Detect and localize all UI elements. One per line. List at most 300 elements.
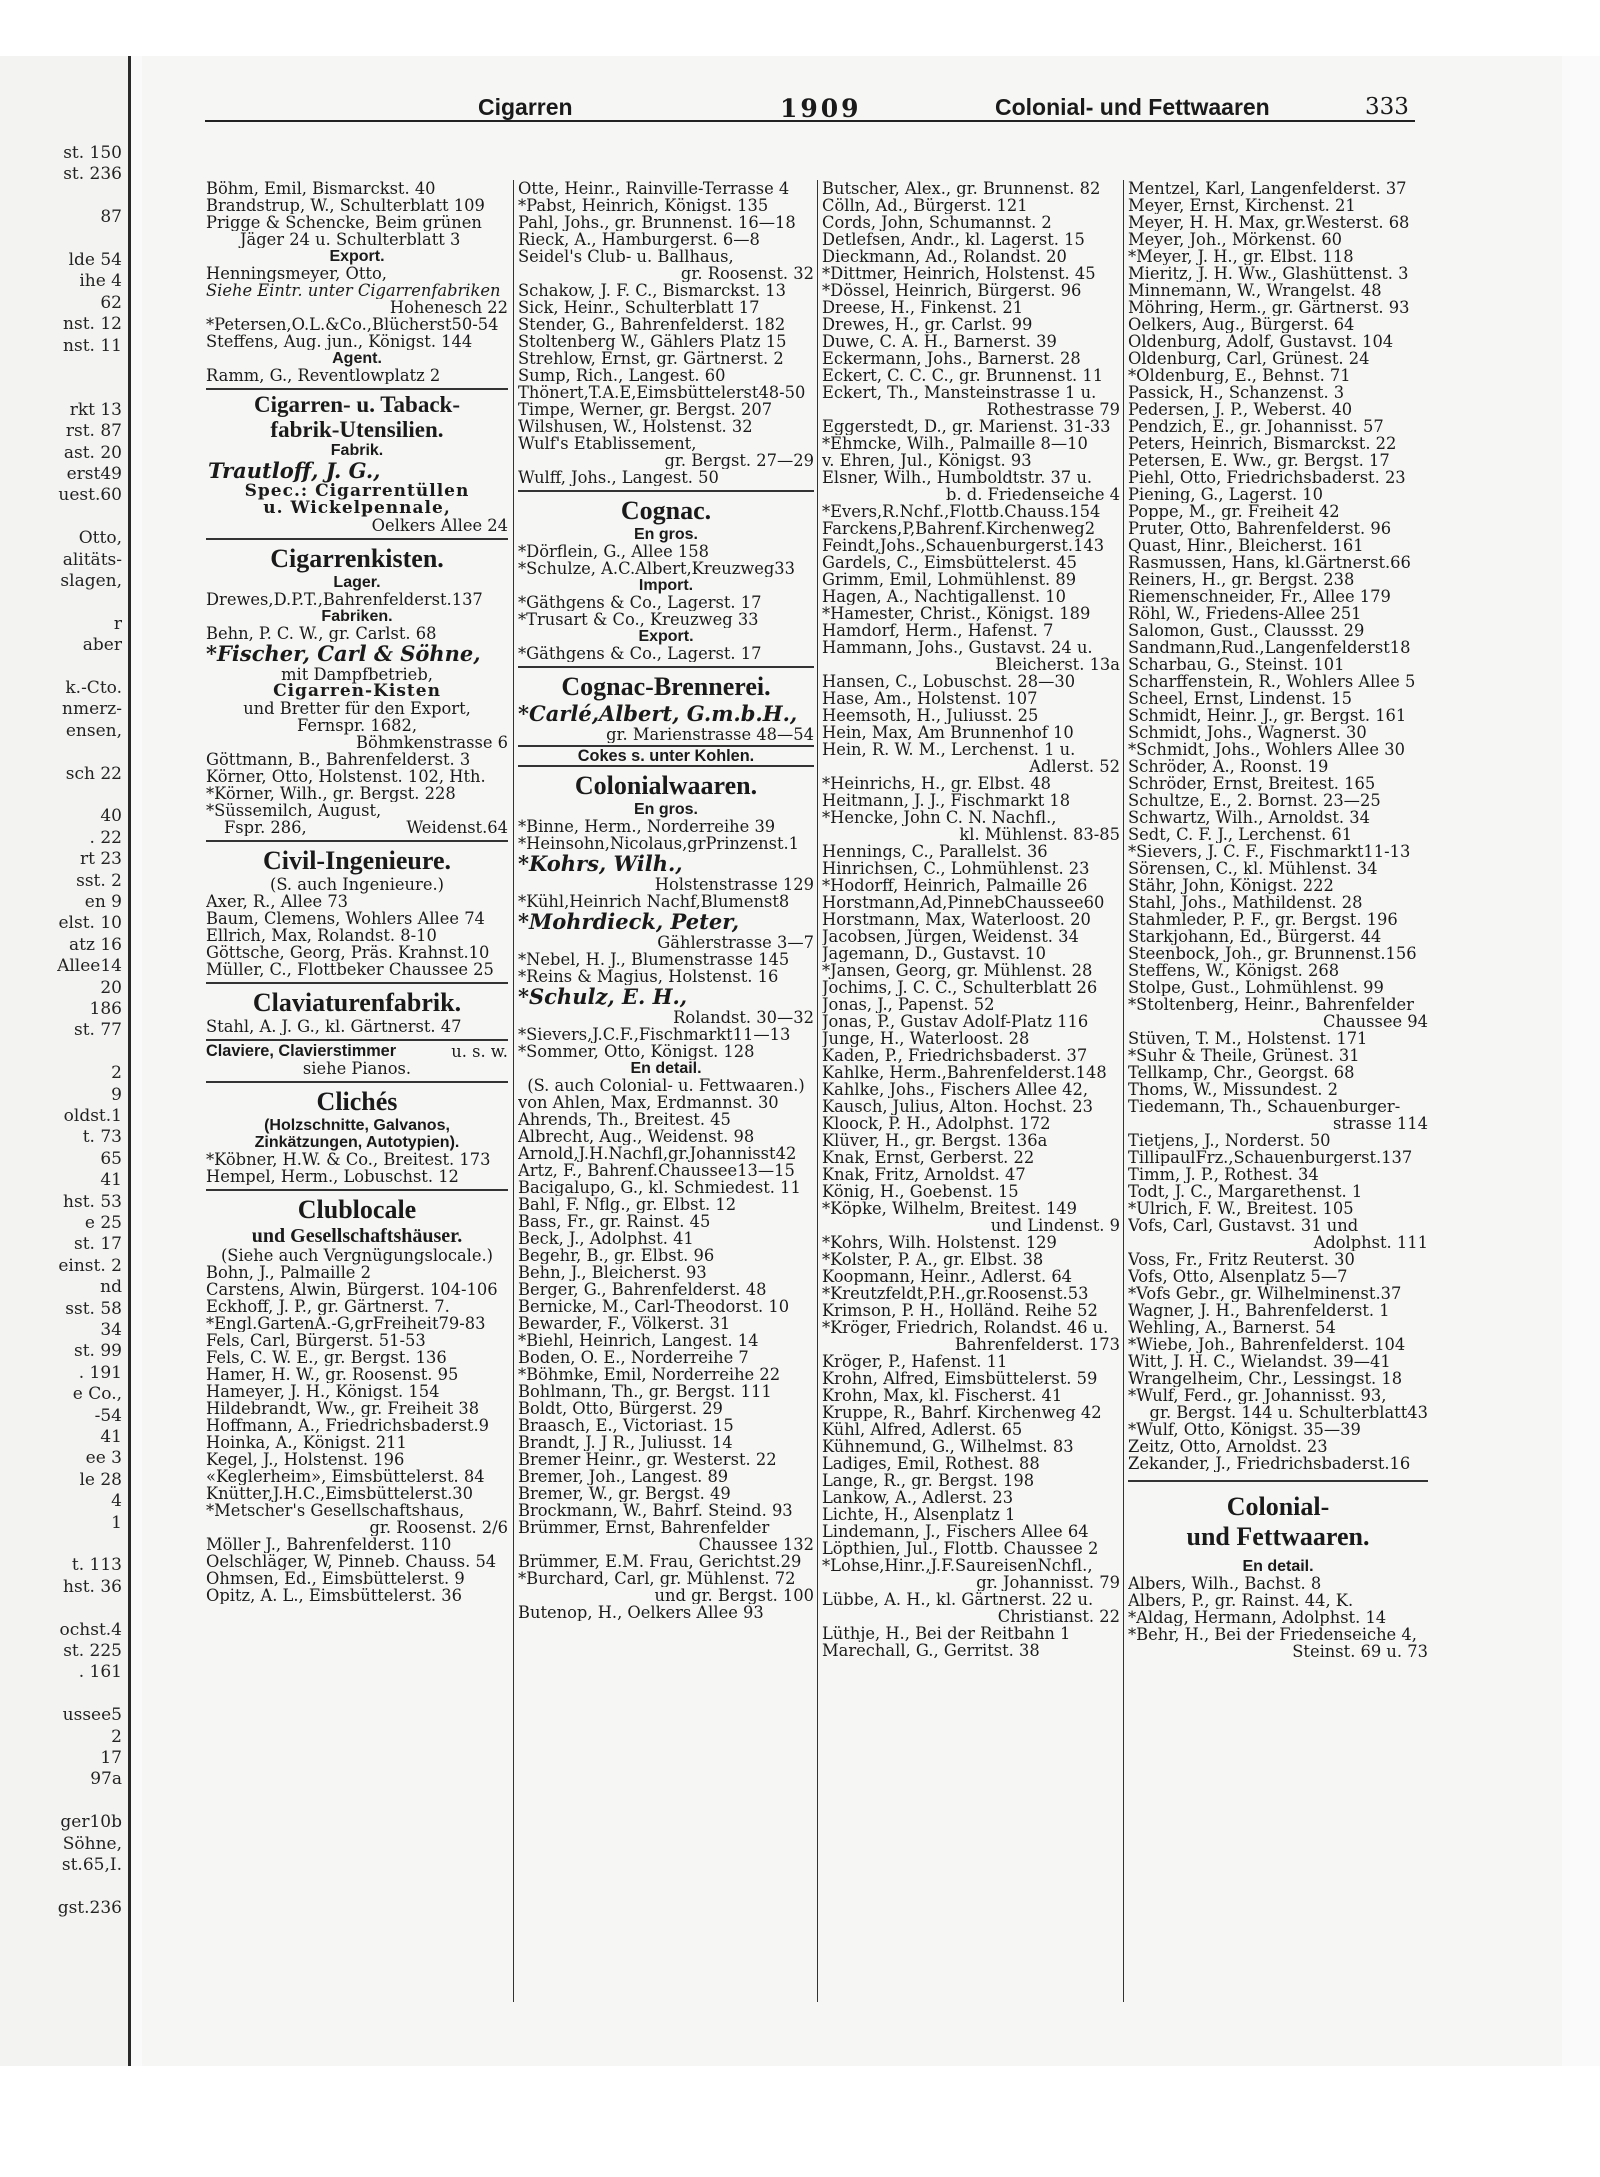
directory-entry: Poppe, M., gr. Freiheit 42 <box>1128 503 1340 520</box>
directory-entry: Gardels, C., Eimsbüttelerst. 45 <box>822 554 1077 571</box>
directory-entry: Drewes, H., gr. Carlst. 99 <box>822 316 1033 333</box>
previous-page-fragment: nd <box>100 1277 122 1298</box>
firm-name: *Carlé,Albert, G.m.b.H., <box>518 701 798 726</box>
previous-page-fragment: sch 22 <box>65 763 122 784</box>
directory-entry: Göttsche, Georg, Präs. Krahnst.10 <box>206 944 490 961</box>
directory-entry: Tietjens, J., Norderst. 50 <box>1128 1132 1331 1149</box>
directory-entry: Lüthje, H., Bei der Reitbahn 1 <box>822 1625 1071 1642</box>
directory-entry: Meyer, Joh., Mörkenst. 60 <box>1128 231 1343 248</box>
section-rule <box>206 538 508 540</box>
directory-entry: Zeitz, Otto, Arnoldst. 23 <box>1128 1438 1328 1455</box>
cross-reference-heading <box>206 1043 508 1060</box>
subheading: En detail. <box>1242 1558 1314 1575</box>
directory-entry: *Wulf, Otto, Königst. 35—39 <box>1128 1421 1361 1438</box>
previous-page-fragment: st. 236 <box>63 164 122 185</box>
directory-entry: Elsner, Wilh., Humboldtstr. 37 u. <box>822 469 1093 486</box>
previous-page-fragment: ensen, <box>65 720 122 741</box>
directory-entry: Pendzich, E., gr. Johannisst. 57 <box>1128 418 1384 435</box>
directory-entry: Rieck, A., Hamburgerst. 6—8 <box>518 231 760 248</box>
directory-entry: Schultze, E., 2. Bornst. 23—25 <box>1128 792 1381 809</box>
directory-entry: Seidel's Club- u. Ballhaus, <box>518 248 734 265</box>
previous-page-fragment: rst. 87 <box>65 421 122 442</box>
directory-entry: Stahl, A. J. G., kl. Gärtnerst. 47 <box>206 1018 462 1035</box>
directory-entry: Koopmann, Heinr., Adlerst. 64 <box>822 1268 1073 1285</box>
directory-entry: Zekander, J., Friedrichsbaderst.16 <box>1128 1455 1411 1472</box>
directory-entry: Lindemann, J., Fischers Allee 64 <box>822 1523 1089 1540</box>
directory-entry-continuation: strasse 114 <box>1333 1115 1428 1132</box>
section-heading: fabrik-Utensilien. <box>270 417 444 442</box>
directory-entry-continuation: gr. Roosenst. 32 <box>680 265 814 282</box>
directory-entry-continuation: gr. Bergst. 144 u. Schulterblatt43 <box>1149 1404 1428 1421</box>
cross-reference-box <box>518 745 814 767</box>
directory-entry: *Heinsohn,Nicolaus,grPrinzenst.1 <box>518 835 800 852</box>
directory-entry: v. Ehren, Jul., Königst. 93 <box>822 452 1032 469</box>
directory-entry: Kaden, P., Friedrichsbaderst. 37 <box>822 1047 1088 1064</box>
directory-entry: Stüven, T. M., Holstenst. 171 <box>1128 1030 1368 1047</box>
directory-entry: Scheel, Ernst, Lindenst. 15 <box>1128 690 1353 707</box>
directory-entry: *Hodorff, Heinrich, Palmaille 26 <box>822 877 1088 894</box>
cross-reference: (S. auch Ingenieure.) <box>270 875 444 894</box>
firm-specialty: Cigarren-Kisten <box>273 681 441 701</box>
directory-entry: Bohn, J., Palmaille 2 <box>206 1264 371 1281</box>
directory-entry: Kruppe, R., Bahrf. Kirchenweg 42 <box>822 1404 1102 1421</box>
directory-entry: Hamdorf, Herm., Hafenst. 7 <box>822 622 1054 639</box>
previous-page-fragment: st. 150 <box>63 143 122 163</box>
subheading: Fabrik. <box>330 442 384 459</box>
directory-entry: Ohmsen, Ed., Eimsbüttelerst. 9 <box>206 1570 465 1587</box>
directory-entry: Butscher, Alex., gr. Brunnenst. 82 <box>822 180 1101 197</box>
directory-entry: Cords, John, Schumannst. 2 <box>822 214 1052 231</box>
directory-entry: Quast, Hinr., Bleicherst. 161 <box>1128 537 1364 554</box>
previous-page-fragment: Allee14 <box>57 956 122 977</box>
directory-entry: Hase, Am., Holstenst. 107 <box>822 690 1038 707</box>
directory-entry: Carstens, Alwin, Bürgerst. 104-106 <box>206 1281 498 1298</box>
firm-name: *Mohrdieck, Peter, <box>518 909 740 934</box>
directory-entry: *Dössel, Heinrich, Bürgerst. 96 <box>822 282 1082 299</box>
directory-entry: *Kohrs, Wilh. Holstenst. 129 <box>822 1234 1057 1251</box>
directory-entry: *Suhr & Theile, Grünest. 31 <box>1128 1047 1360 1064</box>
section-rule <box>1128 1480 1428 1482</box>
directory-entry-continuation: gr. Bergst. 27—29 <box>664 452 814 469</box>
directory-entry: Junge, H., Waterloost. 28 <box>822 1030 1030 1047</box>
directory-entry: Ramm, G., Reventlowplatz 2 <box>206 367 441 384</box>
previous-page-fragment: 41 <box>100 1427 122 1447</box>
directory-entry: Schwartz, Wilh., Arnoldst. 34 <box>1128 809 1370 826</box>
section-heading: Cigarren- u. Taback- <box>254 392 460 417</box>
directory-entry-continuation: b. d. Friedenseiche 4 <box>946 486 1120 503</box>
directory-entry: Böhm, Emil, Bismarckst. 40 <box>206 180 436 197</box>
directory-entry: Hamer, H. W., gr. Roosenst. 95 <box>206 1366 459 1383</box>
directory-entry: Brandt, J. J R., Juliusst. 14 <box>518 1434 733 1451</box>
firm-address: Oelkers Allee 24 <box>371 517 508 534</box>
directory-entry: von Ahlen, Max, Erdmannst. 30 <box>518 1094 779 1111</box>
directory-entry: *Kühl,Heinrich Nachf,Blumenst8 <box>518 893 790 910</box>
previous-page-fragment: oldst.1 <box>63 1106 122 1126</box>
directory-entry: Wilshusen, W., Holstenst. 32 <box>518 418 753 435</box>
directory-note: Siehe Eintr. unter Cigarrenfabriken <box>206 282 501 299</box>
firm-detail: und Bretter für den Export, <box>243 699 471 718</box>
section-rule <box>206 1039 508 1041</box>
directory-entry: Horstmann, Max, Waterloost. 20 <box>822 911 1091 928</box>
directory-entry: Brandstrup, W., Schulterblatt 109 <box>206 197 485 214</box>
directory-entry: Peters, Heinrich, Bismarckst. 22 <box>1128 435 1397 452</box>
directory-entry: Kröger, P., Hafenst. 11 <box>822 1353 1008 1370</box>
directory-entry-continuation: Christianst. 22 <box>997 1608 1120 1625</box>
directory-entry: Brümmer, Ernst, Bahrenfelder <box>518 1519 770 1536</box>
directory-entry: Brockmann, W., Bahrf. Steind. 93 <box>518 1502 793 1519</box>
directory-entry: Hansen, C., Lobuschst. 28—30 <box>822 673 1076 690</box>
firm-name: *Schulz, E. H., <box>518 984 688 1009</box>
directory-entry: *Pabst, Heinrich, Königst. 135 <box>518 197 769 214</box>
previous-page-fragment: elst. 10 <box>58 913 122 934</box>
directory-entry: Braasch, E., Victoriast. 15 <box>518 1417 734 1434</box>
directory-entry: Beck, J., Adolphst. 41 <box>518 1230 694 1247</box>
directory-entry: Hempel, Herm., Lobuschst. 12 <box>206 1168 459 1185</box>
directory-entry: TillipaulFrz.,Schauenburgerst.137 <box>1128 1149 1413 1166</box>
directory-entry: Timpe, Werner, gr. Bergst. 207 <box>518 401 773 418</box>
directory-entry: Jonas, P., Gustav Adolf-Platz 116 <box>822 1013 1089 1030</box>
directory-entry: Hildebrandt, Ww., gr. Freiheit 38 <box>206 1400 480 1417</box>
directory-entry: Bremer, Joh., Langest. 89 <box>518 1468 729 1485</box>
directory-entry: Löpthien, Jul., Flottb. Chaussee 2 <box>822 1540 1099 1557</box>
directory-entry: Detlefsen, Andr., kl. Lagerst. 15 <box>822 231 1085 248</box>
directory-entry: Thoms, W., Missundest. 2 <box>1128 1081 1338 1098</box>
previous-page-fragment: hst. 53 <box>63 1191 122 1212</box>
subheading: Export. <box>638 628 694 645</box>
directory-entry: Meyer, H. H. Max, gr.Westerst. 68 <box>1128 214 1410 231</box>
directory-entry-continuation: gr. Johannisst. 79 <box>976 1574 1120 1591</box>
previous-page-fragment: st. 99 <box>74 1341 122 1362</box>
directory-entry: Klüver, H., gr. Bergst. 136a <box>822 1132 1048 1149</box>
section-heading: Cognac-Brennerei. <box>561 672 771 701</box>
previous-page-fragment: t. 113 <box>71 1555 122 1576</box>
subheading: En gros. <box>633 801 698 818</box>
directory-entry-continuation: Chaussee 94 <box>1322 1013 1428 1030</box>
previous-page-fragment: ee 3 <box>85 1448 122 1469</box>
previous-page-fragment: erst49 <box>66 464 122 484</box>
previous-page-fragment: sst. 58 <box>65 1298 122 1319</box>
previous-page-fragment: 1 <box>111 1512 122 1533</box>
directory-entry: Krimson, P. H., Holländ. Reihe 52 <box>822 1302 1098 1319</box>
directory-entry: Jagemann, D., Gustavst. 10 <box>822 945 1047 962</box>
directory-entry: Stahl, Johs., Mathildenst. 28 <box>1128 894 1363 911</box>
section-rule <box>206 388 508 390</box>
directory-entry: Mentzel, Karl, Langenfelderst. 37 <box>1128 180 1407 197</box>
directory-entry: *Wiebe, Joh., Bahrenfelderst. 104 <box>1128 1336 1406 1353</box>
directory-entry: *Wulf, Ferd., gr. Johannisst. 93, <box>1128 1387 1387 1404</box>
directory-entry: Timm, J. P., Rothest. 34 <box>1128 1166 1319 1183</box>
previous-page-fragment: 87 <box>100 207 122 228</box>
directory-entry: Cölln, Ad., Bürgerst. 121 <box>822 197 1028 214</box>
directory-entry: Horstmann,Ad,PinnebChaussee60 <box>822 894 1105 911</box>
directory-entry: Minnemann, W., Wrangelst. 48 <box>1128 282 1382 299</box>
directory-entry: *Oldenburg, E., Behnst. 71 <box>1128 367 1351 384</box>
previous-page-fragment: st.65,I. <box>61 1855 122 1875</box>
directory-entry: Heitmann, J. J., Fischmarkt 18 <box>822 792 1071 809</box>
directory-entry: Ladiges, Emil, Rothest. 88 <box>822 1455 1040 1472</box>
directory-entry: Möhring, Herm., gr. Gärtnerst. 93 <box>1128 299 1410 316</box>
previous-page-edge <box>0 56 131 2066</box>
directory-entry: Bahl, F. Nflg., gr. Elbst. 12 <box>518 1196 737 1213</box>
directory-entry: *Schulze, A.C.Albert,Kreuzweg33 <box>518 560 796 577</box>
directory-entry: Pruter, Otto, Bahrenfelderst. 96 <box>1128 520 1392 537</box>
directory-entry: Hein, R. W. M., Lerchenst. 1 u. <box>822 741 1076 758</box>
directory-entry: Ellrich, Max, Rolandst. 8-10 <box>206 927 437 944</box>
directory-entry-continuation: Hohenesch 22 <box>389 299 508 316</box>
directory-entry: Otte, Heinr., Rainville-Terrasse 4 <box>518 180 790 197</box>
directory-entry: Arnold,J.H.Nachfl,gr.Johannisst42 <box>518 1145 797 1162</box>
directory-entry: Stender, G., Bahrenfelderst. 182 <box>518 316 786 333</box>
firm-name: *Kohrs, Wilh., <box>518 851 683 876</box>
directory-entry: Eckermann, Johs., Barnerst. 28 <box>822 350 1081 367</box>
directory-entry: Wulff, Johs., Langest. 50 <box>518 469 719 486</box>
directory-entry: Vofs, Carl, Gustavst. 31 und <box>1128 1217 1359 1234</box>
directory-entry: Krohn, Max, kl. Fischerst. 41 <box>822 1387 1063 1404</box>
header-section-right: Colonial- und Fettwaaren <box>995 94 1270 120</box>
directory-entry: *Böhmke, Emil, Norderreihe 22 <box>518 1366 781 1383</box>
section-heading: Civil-Ingenieure. <box>262 846 452 875</box>
directory-entry: Jonas, J., Papenst. 52 <box>822 996 995 1013</box>
cross-reference-title: Claviere, Clavierstimmer <box>206 1043 397 1060</box>
directory-entry: Wagner, J. H., Bahrenfelderst. 1 <box>1128 1302 1390 1319</box>
directory-entry: Hennings, C., Parallelst. 36 <box>822 843 1048 860</box>
subheading: (Holzschnitte, Galvanos, <box>264 1117 450 1134</box>
directory-entry: Kausch, Julius, Alton. Hochst. 23 <box>822 1098 1094 1115</box>
directory-entry: Wrangelheim, Chr., Lessingst. 18 <box>1128 1370 1403 1387</box>
directory-entry: Hoinka, A., Königst. 211 <box>206 1434 407 1451</box>
directory-entry: *Kreutzfeldt,P.H.,gr.Roosenst.53 <box>822 1285 1089 1302</box>
firm-address: Rolandst. 30—32 <box>673 1009 814 1026</box>
firm-name: Trautloff, J. G., <box>208 458 381 483</box>
firm-address: Böhmkenstrasse 6 <box>356 734 508 751</box>
directory-entry: Marechall, G., Gerritst. 38 <box>822 1642 1040 1659</box>
directory-entry: Fels, C. W. E., gr. Bergst. 136 <box>206 1349 447 1366</box>
directory-entry: Müller, C., Flottbeker Chaussee 25 <box>206 961 494 978</box>
header-year: 1909 <box>780 94 862 123</box>
directory-entry: Oelkers, Aug., Bürgerst. 64 <box>1128 316 1355 333</box>
section-heading: und Fettwaaren. <box>1186 1522 1370 1551</box>
directory-entry: *Dörflein, G., Allee 158 <box>518 543 709 560</box>
previous-page-fragment: 2 <box>111 1726 122 1747</box>
directory-entry: Röhl, W., Friedens-Allee 251 <box>1128 605 1362 622</box>
previous-page-fragment: Söhne, <box>62 1833 122 1854</box>
previous-page-fragment: sst. 2 <box>76 870 122 891</box>
directory-entry: Schakow, J. F. C., Bismarckst. 13 <box>518 282 787 299</box>
previous-page-fragment: . 191 <box>78 1362 122 1383</box>
directory-entry: Schröder, A., Roonst. 19 <box>1128 758 1329 775</box>
previous-page-fragment: 62 <box>100 292 122 313</box>
directory-entry: Mieritz, J. H. Ww., Glashüttenst. 3 <box>1128 265 1409 282</box>
directory-entry: Stolpe, Gust., Lohmühlenst. 99 <box>1128 979 1384 996</box>
directory-entry: Sick, Heinr., Schulterblatt 17 <box>518 299 760 316</box>
directory-entry: Schmidt, Johs., Wagnerst. 30 <box>1128 724 1367 741</box>
directory-entry: Eggerstedt, D., gr. Marienst. 31-33 <box>822 418 1111 435</box>
directory-entry: *Stoltenberg, Heinr., Bahrenfelder <box>1128 996 1414 1013</box>
directory-entry: Todt, J. C., Margarethenst. 1 <box>1128 1183 1363 1200</box>
directory-entry-continuation: und Lindenst. 9 <box>990 1217 1120 1234</box>
directory-entry: Heemsoth, H., Juliusst. 25 <box>822 707 1039 724</box>
section-heading: Cognac. <box>620 496 712 525</box>
directory-entry: *Ulrich, F. W., Breitest. 105 <box>1128 1200 1354 1217</box>
directory-entry: Behn, P. C. W., gr. Carlst. 68 <box>206 625 437 642</box>
directory-entry-continuation: Jäger 24 u. Schulterblatt 3 <box>240 231 461 248</box>
directory-entry: *Engl.GartenA.-G,grFreiheit79-83 <box>206 1315 486 1332</box>
directory-entry: Steffens, Aug. jun., Königst. 144 <box>206 333 473 350</box>
directory-entry-continuation: Adolphst. 111 <box>1313 1234 1428 1251</box>
cross-reference-suffix: u. s. w. <box>451 1043 508 1060</box>
previous-page-fragment: ochst.4 <box>59 1619 122 1640</box>
section-rule <box>206 1081 508 1083</box>
directory-entry: Dreese, H., Finkenst. 21 <box>822 299 1024 316</box>
directory-entry: Meyer, Ernst, Kirchenst. 21 <box>1128 197 1356 214</box>
subheading: Fabriken. <box>321 608 393 625</box>
directory-entry: Lankow, A., Adlerst. 23 <box>822 1489 1014 1506</box>
subheading: Import. <box>638 577 694 594</box>
directory-entry: Axer, R., Allee 73 <box>206 893 349 910</box>
directory-entry: Eckert, Th., Mansteinstrasse 1 u. <box>822 384 1097 401</box>
directory-entry: *Kröger, Friedrich, Rolandst. 46 u. <box>822 1319 1109 1336</box>
subheading: Export. <box>329 248 385 265</box>
directory-entry: Wehling, A., Barnerst. 54 <box>1128 1319 1336 1336</box>
directory-entry: Hein, Max, Am Brunnenhof 10 <box>822 724 1074 741</box>
section-rule <box>206 1189 508 1191</box>
previous-page-fragment: einst. 2 <box>58 1255 122 1276</box>
section-heading: Cigarrenkisten. <box>270 544 444 573</box>
section-rule <box>518 666 814 668</box>
directory-entry: Fels, Carl, Bürgerst. 51-53 <box>206 1332 426 1349</box>
directory-entry: Steenbock, Joh., gr. Brunnenst.156 <box>1128 945 1417 962</box>
directory-entry: Henningsmeyer, Otto, <box>206 265 387 282</box>
previous-page-fragment: atz 16 <box>69 934 122 955</box>
subheading: Zinkätzungen, Autotypien). <box>254 1134 460 1151</box>
directory-entry: Hameyer, J. H., Königst. 154 <box>206 1383 440 1400</box>
previous-page-fragment: 9 <box>111 1084 122 1105</box>
previous-page-fragment: ussee5 <box>62 1705 122 1726</box>
directory-entry-continuation: Steinst. 69 u. 73 <box>1292 1643 1428 1660</box>
previous-page-fragment: st. 225 <box>63 1641 122 1661</box>
directory-entry: *Sievers, J. C. F., Fischmarkt11-13 <box>1128 843 1411 860</box>
directory-entry: Oelschläger, W, Pinneb. Chauss. 54 <box>206 1553 497 1570</box>
previous-page-fragment: k.-Cto. <box>65 678 122 698</box>
directory-entry: Albers, P., gr. Rainst. 44, K. <box>1128 1592 1354 1609</box>
previous-page-fragment: 97a <box>90 1769 122 1790</box>
directory-entry: Lübbe, A. H., kl. Gärtnerst. 22 u. <box>822 1591 1094 1608</box>
previous-page-fragment: 34 <box>100 1320 122 1340</box>
previous-page-fragment: 2 <box>111 1063 122 1084</box>
cross-reference: Cokes s. unter Kohlen. <box>577 747 755 765</box>
section-rule <box>518 490 814 492</box>
section-heading: Colonialwaaren. <box>574 771 758 800</box>
directory-entry: *Nebel, H. J., Blumenstrasse 145 <box>518 951 790 968</box>
directory-entry: *Hencke, John C. N. Nachfl., <box>822 809 1057 826</box>
directory-entry: *Petersen,O.L.&Co.,Blücherst50-54 <box>206 316 499 333</box>
previous-page-fragment: r <box>113 613 122 634</box>
previous-page-fragment: 20 <box>100 977 122 998</box>
directory-entry-continuation <box>206 819 508 836</box>
directory-entry: *Meyer, J. H., gr. Elbst. 118 <box>1128 248 1354 265</box>
previous-page-fragment: 4 <box>111 1491 122 1512</box>
directory-entry: *Schmidt, Johs., Wohlers Allee 30 <box>1128 741 1405 758</box>
subheading: Lager. <box>333 574 381 591</box>
directory-entry: Passick, H., Schanzenst. 3 <box>1128 384 1345 401</box>
directory-entry: Bremer Heinr., gr. Westerst. 22 <box>518 1451 777 1468</box>
directory-entry: Tiedemann, Th., Schauenburger- <box>1128 1098 1401 1115</box>
directory-entry: *Köpke, Wilhelm, Breitest. 149 <box>822 1200 1078 1217</box>
directory-entry: Brümmer, E.M. Frau, Gerichtst.29 <box>518 1553 802 1570</box>
previous-page-fragment: e Co., <box>72 1384 122 1405</box>
directory-entry: *Sommer, Otto, Königst. 128 <box>518 1043 755 1060</box>
previous-page-fragment: e 25 <box>84 1213 122 1233</box>
column-1 <box>206 180 508 1604</box>
cross-reference: siehe Pianos. <box>302 1059 412 1078</box>
directory-entry: Hagen, A., Nachtigallenst. 10 <box>822 588 1067 605</box>
directory-entry: Riemenschneider, Fr., Allee 179 <box>1128 588 1391 605</box>
previous-page-fragment: 65 <box>100 1148 122 1169</box>
directory-entry: Petersen, E. Ww., gr. Bergst. 17 <box>1128 452 1390 469</box>
directory-entry: Jacobsen, Jürgen, Weidenst. 34 <box>822 928 1079 945</box>
directory-entry: Hinrichsen, C., Lohmühlenst. 23 <box>822 860 1090 877</box>
directory-entry: Duwe, C. A. H., Barnerst. 39 <box>822 333 1057 350</box>
subheading: Agent. <box>332 350 382 367</box>
directory-entry: *Heinrichs, H., gr. Elbst. 48 <box>822 775 1051 792</box>
directory-entry: *Ehmcke, Wilh., Palmaille 8—10 <box>822 435 1088 452</box>
directory-entry: Feindt,Johs.,Schauenburgerst.143 <box>822 537 1105 554</box>
previous-page-fragment: uest.60 <box>58 485 122 506</box>
directory-entry: *Trusart & Co., Kreuzweg 33 <box>518 611 759 628</box>
section-rule <box>206 840 508 842</box>
directory-entry: Körner, Otto, Holstenst. 102, Hth. <box>206 768 486 785</box>
header-rule <box>205 120 1415 122</box>
header-page-number: 333 <box>1365 94 1409 120</box>
directory-entry: Jochims, J. C. C., Schulterblatt 26 <box>822 979 1098 996</box>
directory-entry-continuation: gr. Roosenst. 2/6 <box>369 1519 508 1536</box>
directory-entry: Strehlow, Ernst, gr. Gärtnerst. 2 <box>518 350 784 367</box>
directory-entry: Knak, Ernst, Gerberst. 22 <box>822 1149 1035 1166</box>
firm-specialty: u. Wickelpennale, <box>263 498 451 518</box>
firm-specialty: Spec.: Cigarrentüllen <box>244 481 470 501</box>
previous-page-fragment: en 9 <box>84 892 122 912</box>
directory-entry: Hoffmann, A., Friedrichsbaderst.9 <box>206 1417 490 1434</box>
phone-number: Fspr. 286, <box>224 819 307 836</box>
directory-entry: Albrecht, Aug., Weidenst. 98 <box>518 1128 755 1145</box>
directory-entry: *Jansen, Georg, gr. Mühlenst. 28 <box>822 962 1093 979</box>
previous-page-fragment: -54 <box>94 1405 122 1426</box>
directory-entry: Vofs, Otto, Alsenplatz 5—7 <box>1128 1268 1348 1285</box>
previous-page-fragment: . 161 <box>78 1662 122 1683</box>
previous-page-fragment: le 28 <box>79 1469 122 1490</box>
directory-entry: Kahlke, Johs., Fischers Allee 42, <box>822 1081 1089 1098</box>
firm-detail: mit Dampfbetrieb, <box>281 665 433 684</box>
firm-address: Gählerstrasse 3—7 <box>657 934 814 951</box>
directory-entry: Bacigalupo, G., kl. Schmiedest. 11 <box>518 1179 801 1196</box>
directory-entry: Stahmleder, P. F., gr. Bergst. 196 <box>1128 911 1398 928</box>
directory-entry: Piehl, Otto, Friedrichsbaderst. 23 <box>1128 469 1406 486</box>
previous-page-fragment: 17 <box>100 1748 122 1768</box>
subheading: En detail. <box>630 1060 702 1077</box>
section-heading: Clichés <box>316 1087 398 1116</box>
directory-entry: Tellkamp, Chr., Georgst. 68 <box>1128 1064 1355 1081</box>
directory-entry: Eckhoff, J. P., gr. Gärtnerst. 7. <box>206 1298 450 1315</box>
directory-entry: Bremer, W., gr. Bergst. 49 <box>518 1485 731 1502</box>
directory-entry: Wulf's Etablissement, <box>518 435 697 452</box>
directory-entry: *Evers,R.Nchf.,Flottb.Chauss.154 <box>822 503 1101 520</box>
directory-entry: *Biehl, Heinrich, Langest. 14 <box>518 1332 759 1349</box>
previous-page-fragment: st. 77 <box>74 1020 122 1041</box>
directory-entry: Baum, Clemens, Wohlers Allee 74 <box>206 910 485 927</box>
directory-entry: *Burchard, Carl, gr. Mühlenst. 72 <box>518 1570 796 1587</box>
directory-entry: Sump, Rich., Langest. 60 <box>518 367 726 384</box>
directory-entry: Rasmussen, Hans, kl.Gärtnerst.66 <box>1128 554 1411 571</box>
